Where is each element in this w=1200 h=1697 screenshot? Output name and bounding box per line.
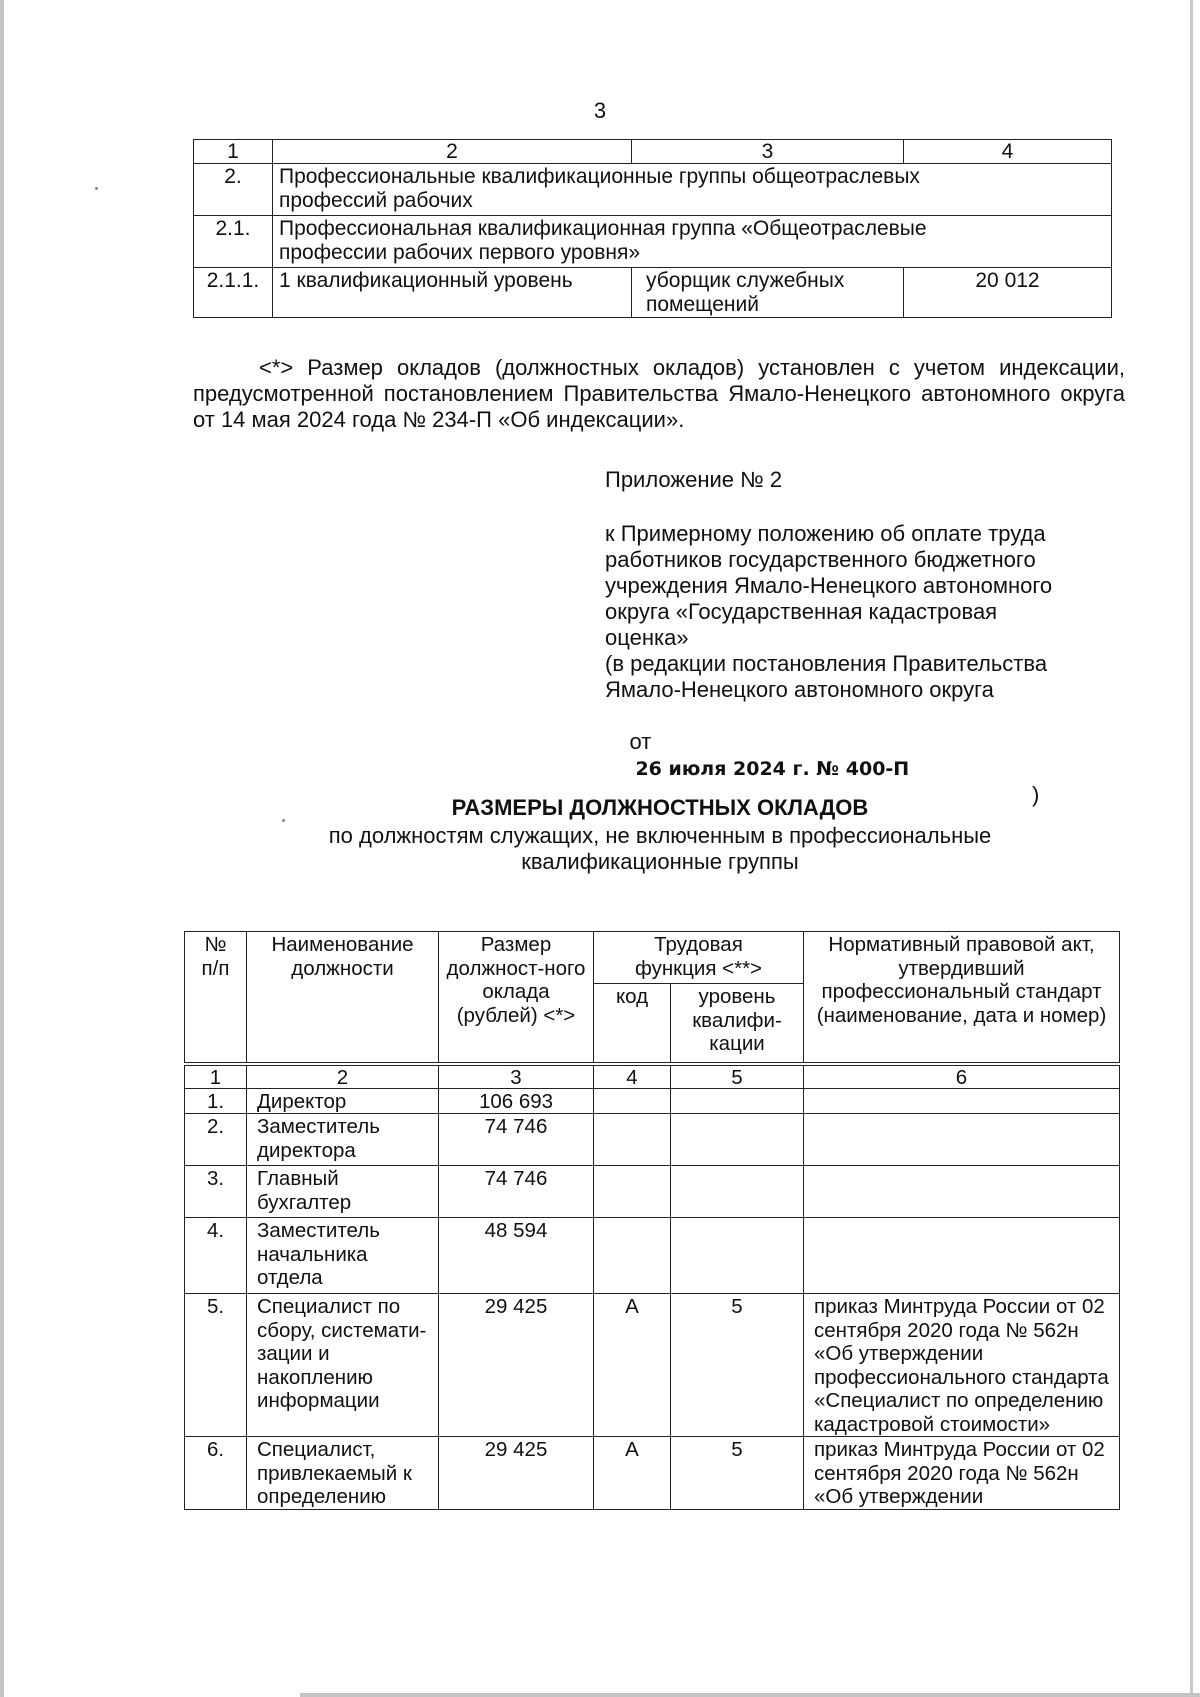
qualification-level: 5 [671, 1294, 804, 1437]
appendix-title: Приложение № 2 [605, 467, 783, 492]
header-labor-function: Трудовая функция <**> [594, 932, 804, 984]
position-name: уборщик служебных помещений [632, 268, 904, 318]
salary-value: 106 693 [439, 1088, 594, 1114]
row-number: 2.1.1. [194, 268, 273, 318]
table-row [185, 1437, 1120, 1510]
table-row [185, 1088, 1120, 1114]
column-number: 3 [439, 1064, 594, 1089]
header-num: № п/п [185, 932, 247, 1064]
qualification-level [671, 1114, 804, 1166]
salary-value: 20 012 [904, 268, 1112, 318]
date-suffix: ) [1032, 782, 1040, 807]
salary-table [184, 931, 1120, 1510]
header-legal-act: Нормативный правовой акт, утвердивший профессиональный стандарт (наименование, дата и номер) [804, 932, 1120, 1064]
table-row [194, 216, 1112, 268]
row-number: 3. [185, 1166, 247, 1218]
qualification-level [671, 1166, 804, 1218]
legal-act [804, 1166, 1120, 1218]
row-number: 4. [185, 1218, 247, 1294]
header-salary: Размер должност-ного оклада (рублей) <*> [439, 932, 594, 1064]
footnote [193, 355, 1125, 433]
column-number: 1 [194, 140, 273, 164]
qualification-level [671, 1088, 804, 1114]
position-name: Заместитель директора [247, 1114, 439, 1166]
scan-edge-left [0, 0, 4, 1697]
section-title: РАЗМЕРЫ ДОЛЖНОСТНЫХ ОКЛАДОВ [451, 795, 869, 820]
column-number: 1 [185, 1064, 247, 1089]
column-number: 4 [594, 1064, 671, 1089]
column-number: 6 [804, 1064, 1120, 1089]
appendix-line: к Примерному положению об оплате труда [605, 521, 1046, 546]
section-subtitle [190, 823, 1130, 875]
qualification-level: 1 квалификационный уровень [273, 268, 632, 318]
appendix-line: работников государственного бюджетного [605, 547, 1036, 572]
position-name: Заместитель начальника отдела [247, 1218, 439, 1294]
group-title: Профессиональные квалификационные группы общеотраслевых профессий рабочих [273, 164, 1112, 216]
header-qualification-level: уровень квалифи-кации [671, 984, 804, 1064]
row-number: 2. [194, 164, 273, 216]
row-number: 5. [185, 1294, 247, 1437]
header-code: код [594, 984, 671, 1064]
position-name: Специалист, привлекаемый к определению [247, 1437, 439, 1510]
row-number: 2.1. [194, 216, 273, 268]
appendix-line: округа «Государственная кадастровая [605, 599, 998, 624]
row-number: 1. [185, 1088, 247, 1114]
legal-act [804, 1218, 1120, 1294]
function-code: A [594, 1294, 671, 1437]
footnote-text: <*> Размер окладов (должностных окладов) установлен с учетом индексации, предусмотренной постановлением Правительства Ямало-Ненецкого автономного округа от 14 мая 2024 года № 234-П «Об индексации». [193, 355, 1125, 432]
salary-value: 29 425 [439, 1294, 594, 1437]
column-number: 3 [632, 140, 904, 164]
table-row [185, 1218, 1120, 1294]
legal-act: приказ Минтруда России от 02 сентября 2020 года № 562н «Об утверждении [804, 1437, 1120, 1510]
table-header-row [185, 932, 1120, 984]
row-number: 2. [185, 1114, 247, 1166]
appendix-reference [605, 521, 1125, 834]
qualification-level: 5 [671, 1437, 804, 1510]
table-row [185, 1166, 1120, 1218]
column-numbers-row [185, 1064, 1120, 1089]
scan-speck [95, 187, 98, 190]
salary-value: 74 746 [439, 1114, 594, 1166]
function-code: A [594, 1437, 671, 1510]
table-row [185, 1114, 1120, 1166]
salary-value: 29 425 [439, 1437, 594, 1510]
qualification-level [671, 1218, 804, 1294]
resolution-date: 26 июля 2024 г. № 400-П [635, 758, 910, 780]
salary-value: 48 594 [439, 1218, 594, 1294]
appendix-line: Ямало-Ненецкого автономного округа [605, 677, 994, 702]
position-name: Специалист по сбору, системати-зации и накоплению информации [247, 1294, 439, 1437]
function-code [594, 1114, 671, 1166]
scan-edge-right [1190, 0, 1193, 1697]
header-position-name: Наименование должности [247, 932, 439, 1064]
table-row [194, 268, 1112, 318]
legal-act [804, 1114, 1120, 1166]
subtitle-line: квалификационные группы [521, 849, 799, 874]
function-code [594, 1218, 671, 1294]
position-name: Директор [247, 1088, 439, 1114]
column-number: 4 [904, 140, 1112, 164]
appendix-line: (в редакции постановления Правительства [605, 651, 1048, 676]
salary-value: 74 746 [439, 1166, 594, 1218]
appendix-line: оценка» [605, 625, 689, 650]
legal-act [804, 1088, 1120, 1114]
page-number: 3 [593, 98, 607, 123]
column-number: 2 [247, 1064, 439, 1089]
table-row [194, 164, 1112, 216]
date-prefix: от [629, 729, 652, 754]
row-number: 6. [185, 1437, 247, 1510]
column-number: 5 [671, 1064, 804, 1089]
table-row [185, 1294, 1120, 1437]
subtitle-line: по должностям служащих, не включенным в профессиональные [328, 823, 992, 848]
group-title: Профессиональная квалификационная группа «Общеотраслевые профессии рабочих первого уровня» [273, 216, 1112, 268]
function-code [594, 1166, 671, 1218]
table-header-row [194, 140, 1112, 164]
position-name: Главный бухгалтер [247, 1166, 439, 1218]
legal-act: приказ Минтруда России от 02 сентября 2020 года № 562н «Об утверждении профессионального стандарта «Специалист по определению кадастровой стоимости» [804, 1294, 1120, 1437]
appendix-line: учреждения Ямало-Ненецкого автономного [605, 573, 1053, 598]
scan-edge-bottom [300, 1693, 1200, 1697]
column-number: 2 [273, 140, 632, 164]
function-code [594, 1088, 671, 1114]
qualification-groups-table [193, 139, 1112, 318]
